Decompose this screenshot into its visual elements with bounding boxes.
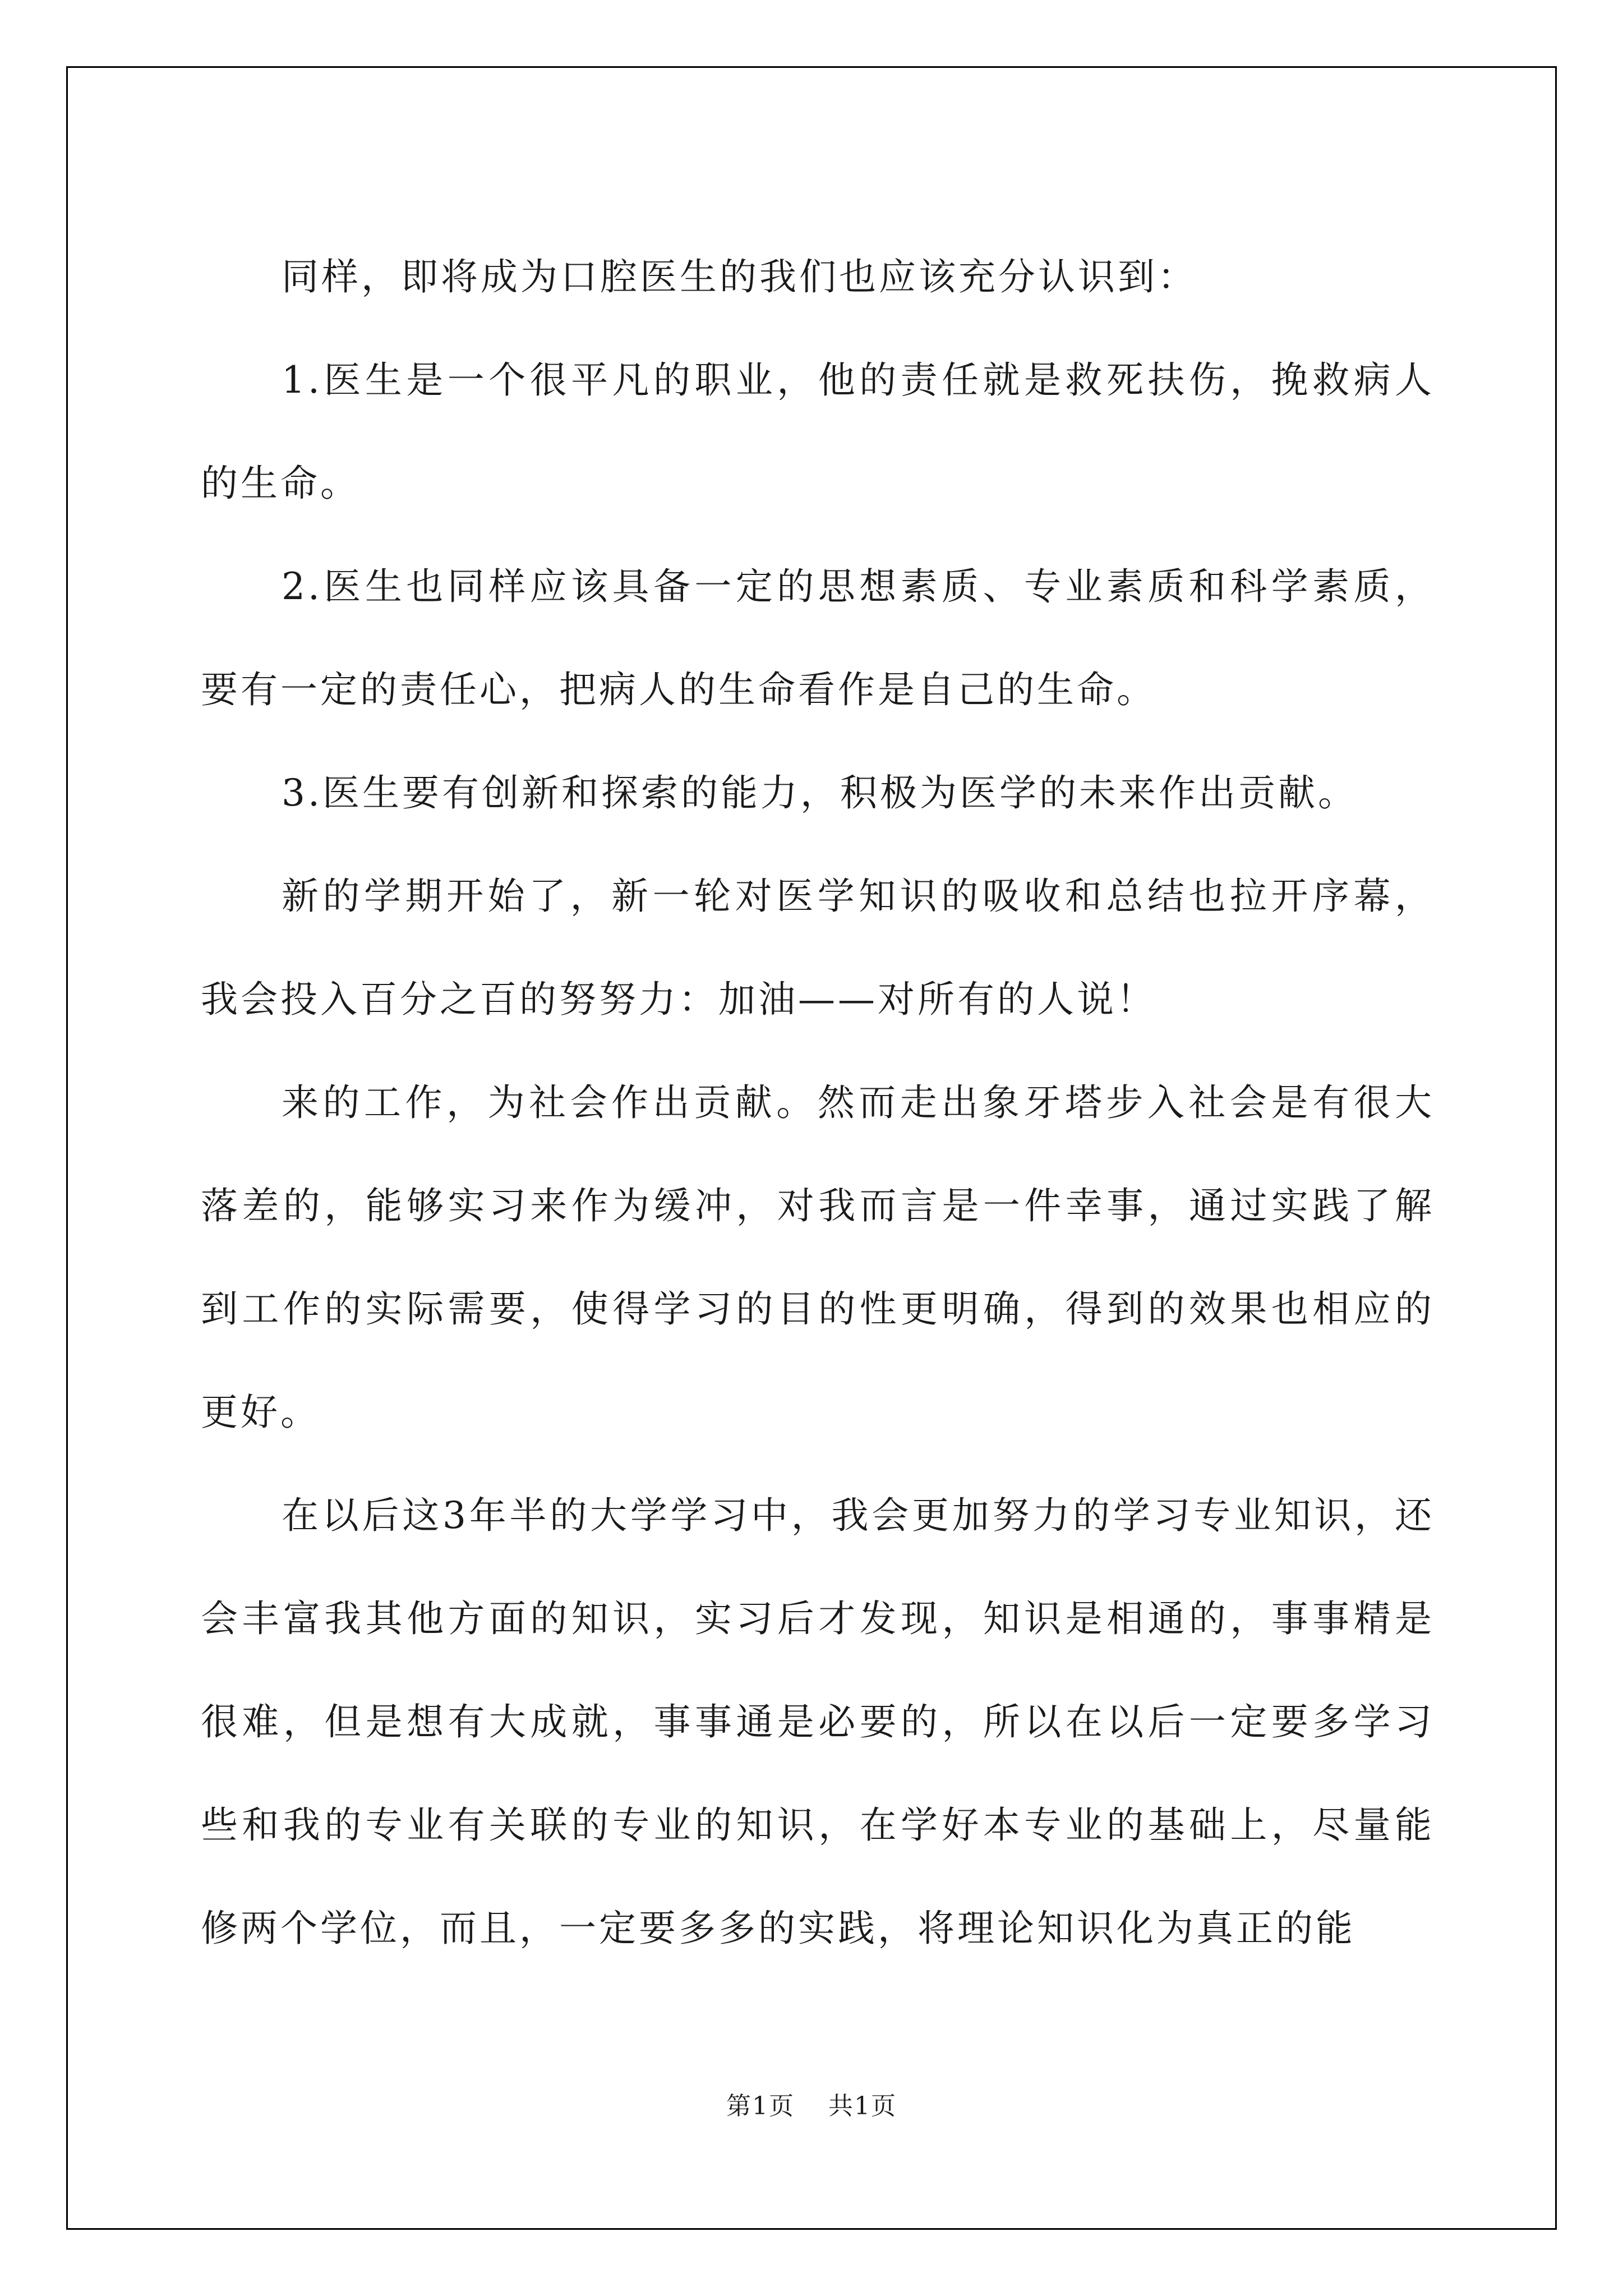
paragraph-1: 同样，即将成为口腔医生的我们也应该充分认识到： — [282, 255, 1197, 298]
paragraph-7: 在以后这3年半的大学学习中，我会更加努力的学习专业知识，还会丰富我其他方面的知识，实习后才发现，知识是相通的，事事精是很难，但是想有大成就，事事通是必要的，所以在以后一定要多学习些和我的专业有关联的专业的知识，在学好本专业的基础上，尽量能修两个学位，而且，一定要多多的实践，将理论知识化为真正的能 — [201, 1494, 1435, 1950]
page-number-current: 第1页 — [726, 2092, 795, 2120]
paragraph-6: 来的工作，为社会作出贡献。然而走出象牙塔步入社会是有很大落差的，能够实习来作为缓冲，对我而言是一件幸事，通过实践了解到工作的实际需要，使得学习的目的性更明确，得到的效果也相应的更好。 — [201, 1081, 1435, 1434]
document-body — [201, 226, 1435, 1980]
paragraph-5: 新的学期开始了，新一轮对医学知识的吸收和总结也拉开序幕，我会投入百分之百的努努力：加油——对所有的人说！ — [201, 875, 1435, 1021]
paragraph-4: 3.医生要有创新和探索的能力，积极为医学的未来作出贡献。 — [282, 771, 1358, 815]
paragraph-3: 2.医生也同样应该具备一定的思想素质、专业素质和科学素质，要有一定的责任心，把病人的生命看作是自己的生命。 — [201, 565, 1435, 711]
page-number-total: 共1页 — [828, 2092, 897, 2120]
paragraph-2: 1.医生是一个很平凡的职业，他的责任就是救死扶伤，挽救病人的生命。 — [201, 358, 1435, 505]
page-footer — [0, 2090, 1623, 2123]
